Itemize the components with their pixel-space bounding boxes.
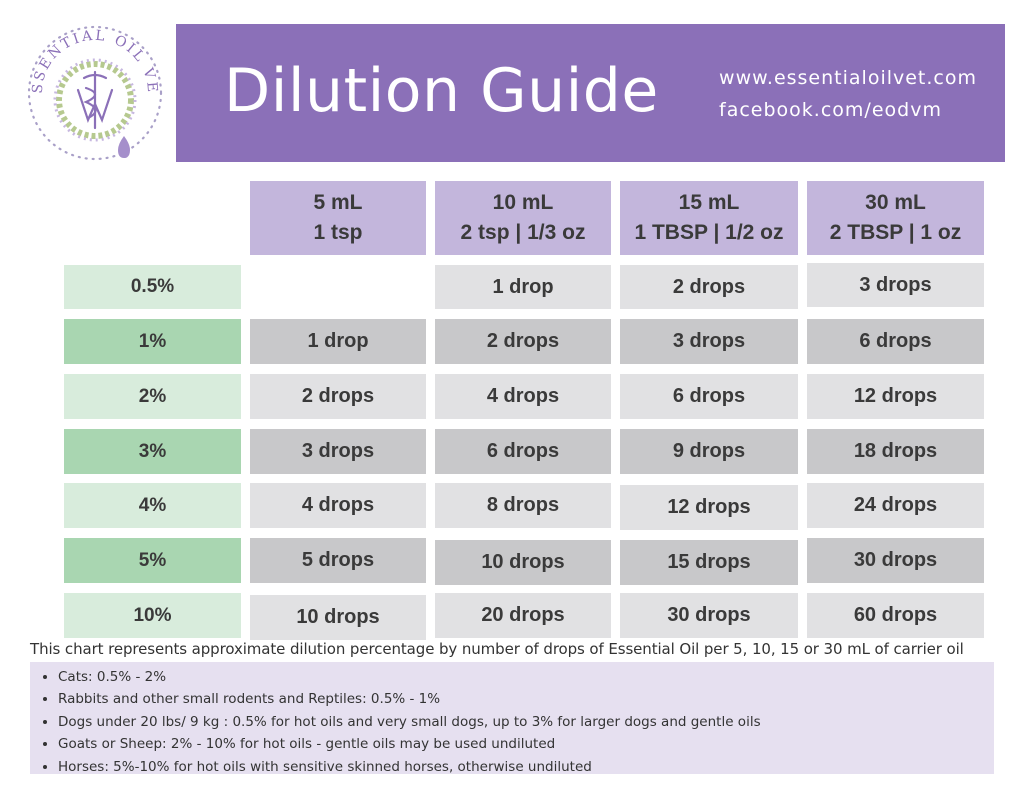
table-cell: 4 drops — [435, 374, 611, 419]
species-guidelines — [30, 662, 994, 774]
column-volume: 15 mL — [678, 191, 740, 214]
table-cell: 12 drops — [807, 374, 984, 419]
table-cell: 4 drops — [250, 483, 426, 528]
table-cell: 6 drops — [435, 429, 611, 474]
table-cell: 60 drops — [807, 593, 984, 638]
table-cell: 2 drops — [250, 374, 426, 419]
row-label-1-percent: 1% — [64, 319, 241, 364]
row-label-2-percent: 2% — [64, 374, 241, 419]
column-measure: 1 tsp — [313, 221, 363, 244]
website-link[interactable]: www.essentialoilvet.com — [719, 67, 977, 89]
column-header-5ml — [250, 181, 426, 255]
guideline-item: • Rabbits and other small rodents and Reptiles: 0.5% - 1% — [58, 688, 994, 710]
column-measure: 2 TBSP | 1 oz — [829, 221, 962, 244]
table-cell: 2 drops — [435, 319, 611, 364]
table-cell: 2 drops — [620, 265, 798, 309]
row-label-4-percent: 4% — [64, 483, 241, 528]
column-volume: 10 mL — [492, 191, 554, 214]
column-header-15ml — [620, 181, 798, 255]
table-cell: 6 drops — [620, 374, 798, 419]
table-cell: 30 drops — [620, 593, 798, 638]
table-cell: 9 drops — [620, 429, 798, 474]
facebook-link[interactable]: facebook.com/eodvm — [719, 99, 942, 121]
chart-note: This chart represents approximate dilution percentage by number of drops of Essential Oil per 5, 10, 15 or 30 mL of carrier oil — [30, 640, 964, 658]
column-header-30ml — [807, 181, 984, 255]
oil-drop-icon — [118, 136, 130, 158]
row-label-3-percent: 3% — [64, 429, 241, 474]
table-cell: 10 drops — [250, 595, 426, 640]
row-label-0-5-percent: 0.5% — [64, 265, 241, 309]
guideline-item: • Cats: 0.5% - 2% — [58, 666, 994, 688]
table-cell: 10 drops — [435, 540, 611, 585]
table-cell: 12 drops — [620, 485, 798, 530]
contact-info — [719, 62, 977, 126]
column-header-10ml — [435, 181, 611, 255]
page-title: Dilution Guide — [224, 56, 659, 126]
caduceus-logo-icon — [22, 20, 168, 166]
header-banner — [176, 24, 1005, 162]
table-cell: 3 drops — [250, 429, 426, 474]
table-cell: 3 drops — [620, 319, 798, 364]
table-cell: 5 drops — [250, 538, 426, 583]
table-cell: 20 drops — [435, 593, 611, 638]
svg-text:ESSENTIAL OIL VET: SSENTIAL OIL VE — [29, 27, 161, 96]
table-cell: 24 drops — [807, 483, 984, 528]
guideline-item: • Goats or Sheep: 2% - 10% for hot oils - gentle oils may be used undiluted — [58, 733, 994, 755]
column-measure: 2 tsp | 1/3 oz — [460, 221, 586, 244]
table-cell: 1 drop — [435, 265, 611, 309]
table-cell: 3 drops — [807, 263, 984, 307]
table-cell: 18 drops — [807, 429, 984, 474]
guideline-item: • Dogs under 20 lbs/ 9 kg : 0.5% for hot oils and very small dogs, up to 3% for larger dogs and gentle oils — [58, 711, 994, 733]
table-cell — [250, 265, 426, 309]
column-measure: 1 TBSP | 1/2 oz — [634, 221, 784, 244]
row-label-10-percent: 10% — [64, 593, 241, 638]
table-cell: 6 drops — [807, 319, 984, 364]
column-volume: 30 mL — [865, 191, 926, 214]
row-label-5-percent: 5% — [64, 538, 241, 583]
essential-oil-vet-logo — [22, 20, 168, 166]
table-cell: 15 drops — [620, 540, 798, 585]
table-cell: 8 drops — [435, 483, 611, 528]
table-cell: 30 drops — [807, 538, 984, 583]
guidelines-list — [30, 662, 994, 778]
guideline-item: • Horses: 5%-10% for hot oils with sensitive skinned horses, otherwise undiluted — [58, 756, 994, 778]
column-volume: 5 mL — [313, 191, 363, 214]
table-cell: 1 drop — [250, 319, 426, 364]
